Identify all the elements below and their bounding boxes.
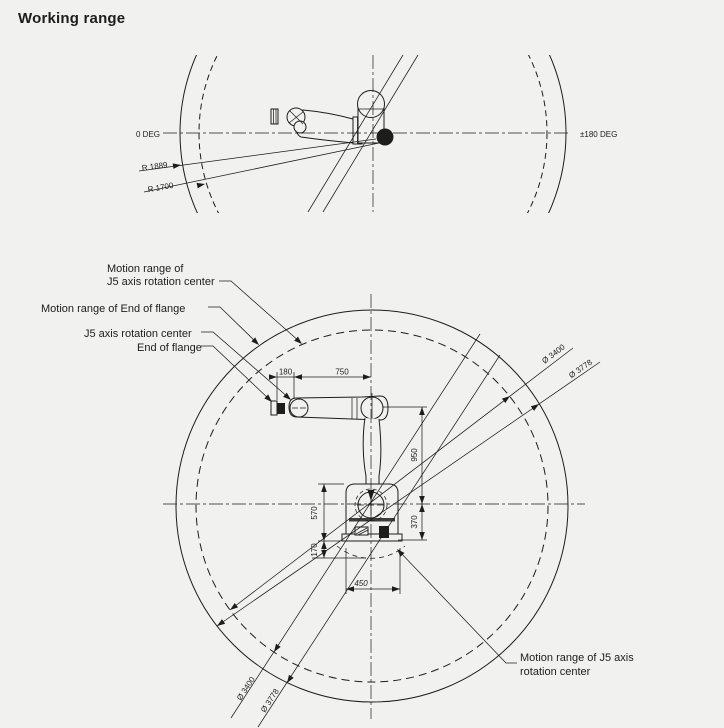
r1700-leader (144, 143, 379, 195)
callout-leader-motion-j5-bottom (399, 551, 517, 663)
radius-label-1889: R 1889 (141, 160, 169, 173)
arrowhead-icon (321, 541, 327, 549)
radius-label-1700: R 1700 (147, 180, 175, 195)
callout-leader-motion-j5 (219, 281, 300, 342)
arrowhead-icon (419, 504, 425, 512)
callout-motion-j5-bottom-line2: rotation center (520, 666, 591, 678)
base-plate (342, 534, 402, 541)
wrist-lobe (294, 121, 306, 133)
arrowhead-icon (294, 374, 302, 380)
arrowhead-icon (502, 394, 512, 403)
swing-arcs (180, 0, 566, 326)
callout-motion-j5-line1: Motion range of (107, 263, 184, 275)
flange-swing-arc (180, 0, 566, 326)
flange-top (271, 109, 278, 124)
arrowhead-icon (419, 496, 425, 504)
angle-label-0deg: 0 DEG (136, 130, 161, 139)
callout-motion-j5-bottom-line1: Motion range of J5 axis (520, 652, 634, 664)
dim-570-label: 570 (310, 506, 319, 520)
arrowhead-icon (269, 374, 277, 380)
arrowhead-icon (228, 603, 238, 612)
flange-side (271, 401, 277, 415)
callout-j5-center: J5 axis rotation center (84, 328, 192, 340)
arrowhead-icon (215, 619, 225, 628)
callouts (41, 263, 634, 678)
arrowhead-icon (392, 586, 400, 592)
arrowhead-icon (363, 374, 371, 380)
arrowhead-icon (419, 407, 425, 415)
arrowhead-icon (346, 586, 354, 592)
dia-3778-label-lower: Ø 3778 (258, 687, 281, 715)
dia-3400-label-upper: Ø 3400 (540, 342, 567, 366)
lower-arm (363, 418, 381, 484)
dim-180-label: 180 (278, 367, 293, 377)
dia-3778-label-upper: Ø 3778 (567, 357, 594, 381)
dim-750-label: 750 (335, 367, 349, 377)
robot-top-view (271, 91, 394, 146)
arrowhead-icon (285, 675, 294, 685)
arrowhead-icon (419, 532, 425, 540)
arrowhead-icon (197, 181, 206, 188)
callout-leader-motion-flange (208, 307, 257, 343)
side-elevation-view (41, 263, 634, 727)
diameter-leaders-upper (215, 342, 600, 628)
angle-label-180deg: ±180 DEG (580, 130, 618, 139)
end-of-flange-block (277, 403, 285, 414)
j1-axis-hub (377, 129, 394, 146)
dia-3400-chord-2 (231, 334, 480, 718)
shoulder-circle (358, 91, 385, 118)
dim-950-label: 950 (410, 448, 419, 462)
callout-motion-j5-line2: J5 axis rotation center (107, 276, 215, 288)
callout-end-flange: End of flange (137, 342, 202, 354)
dim-370-label: 370 (410, 515, 419, 529)
callout-motion-flange: Motion range of End of flange (41, 303, 186, 315)
arrowhead-icon (321, 484, 327, 492)
callout-leader-j5-center (201, 332, 289, 398)
page-title: Working range (18, 10, 126, 27)
dia-3400-label-lower: Ø 3400 (234, 675, 257, 703)
robot-side-view (271, 393, 405, 558)
dim-170-label: 170 (310, 543, 319, 557)
dim-450-label: 450 (354, 579, 368, 588)
dia-3400-chord (230, 348, 573, 610)
